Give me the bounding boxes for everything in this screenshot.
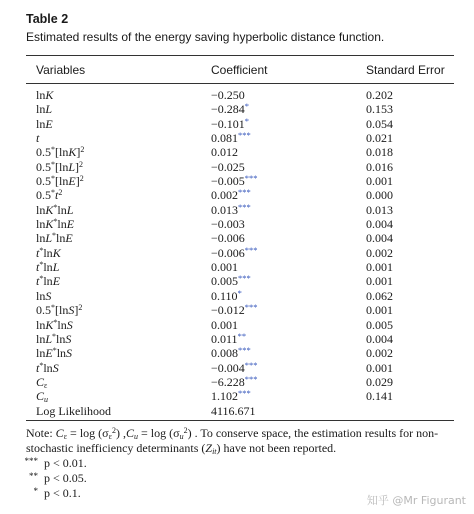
coefficient-value: −0.012 <box>211 303 245 318</box>
cell-variable: $0.5^*[\ln L]^2$ <box>36 159 84 174</box>
cell-standard-error: 0.002 <box>366 346 393 361</box>
table-row <box>18 404 456 418</box>
cell-variable: lnK <box>36 88 54 102</box>
cell-coefficient <box>211 260 238 274</box>
coefficient-value: −0.005 <box>211 174 245 189</box>
significance-stars: *** <box>238 388 251 399</box>
table-row <box>18 231 456 245</box>
header-rule <box>26 83 454 84</box>
table-row <box>18 102 456 116</box>
cell-variable: lnK*lnL <box>36 202 74 217</box>
top-rule <box>26 55 454 56</box>
table-row <box>18 389 456 403</box>
cell-variable: $C_\varepsilon$ <box>36 374 48 390</box>
coefficient-value: 0.002 <box>211 188 238 203</box>
coefficient-value: 0.008 <box>211 346 238 361</box>
cell-coefficient <box>211 131 251 145</box>
cell-coefficient <box>211 404 256 418</box>
cell-coefficient <box>211 188 251 202</box>
cell-standard-error: 0.002 <box>366 245 393 260</box>
table-frame <box>18 8 456 504</box>
cell-standard-error: 0.021 <box>366 131 393 146</box>
footnote-mark: * <box>33 486 38 496</box>
cell-variable: lnE*lnS <box>36 346 73 361</box>
cell-variable: t*lnE <box>36 274 61 289</box>
footnote-text: p < 0.05. <box>44 471 87 485</box>
cell-variable: lnK*lnE <box>36 217 75 232</box>
significance-stars: *** <box>238 273 251 284</box>
cell-coefficient <box>211 375 258 389</box>
coefficient-value: −0.006 <box>211 231 245 246</box>
cell-standard-error: 0.029 <box>366 374 393 389</box>
cell-coefficient <box>211 203 251 217</box>
significance-stars: *** <box>244 244 258 255</box>
cell-standard-error: 0.004 <box>366 231 393 246</box>
table-row <box>18 217 456 231</box>
coefficient-value: 0.081 <box>211 131 238 146</box>
cell-coefficient <box>211 332 246 346</box>
header-standard-error: Standard Error <box>366 63 445 77</box>
cell-standard-error: 0.013 <box>366 202 393 217</box>
bottom-rule <box>26 420 454 421</box>
coefficient-value: 0.001 <box>211 260 238 275</box>
table-title: Table 2 <box>26 12 69 26</box>
coefficient-value: −6.228 <box>211 374 245 389</box>
cell-variable: t*lnL <box>36 260 60 275</box>
cell-standard-error: 0.000 <box>366 188 393 203</box>
table-row <box>18 117 456 131</box>
table-row <box>18 203 456 217</box>
coefficient-value: −0.284 <box>211 102 245 117</box>
footnote-2 <box>18 471 87 486</box>
cell-coefficient <box>211 303 258 317</box>
cell-variable: lnL*lnE <box>36 231 73 246</box>
cell-standard-error: 0.001 <box>366 274 393 289</box>
cell-variable: Log Likelihood <box>36 403 111 418</box>
cell-coefficient <box>211 231 245 245</box>
cell-variable: t*lnS <box>36 360 59 375</box>
cell-variable: lnS <box>36 288 52 303</box>
cell-coefficient <box>211 102 249 116</box>
header-coefficient: Coefficient <box>211 63 268 77</box>
cell-coefficient <box>211 145 238 159</box>
coefficient-value: 0.013 <box>211 202 238 217</box>
coefficient-value: 1.102 <box>211 389 238 404</box>
coefficient-value: −0.004 <box>211 360 245 375</box>
table-body <box>18 88 456 418</box>
cell-coefficient <box>211 361 258 375</box>
cell-variable: lnL <box>36 102 53 117</box>
header-variables: Variables <box>36 63 86 77</box>
cell-standard-error: 0.202 <box>366 88 393 102</box>
cell-standard-error: 0.062 <box>366 288 393 303</box>
cell-coefficient <box>211 274 251 288</box>
cell-coefficient <box>211 318 238 332</box>
cell-coefficient <box>211 246 258 260</box>
watermark: 知乎 @Mr Figurant <box>366 494 466 507</box>
table-row <box>18 318 456 332</box>
significance-stars: *** <box>244 373 258 384</box>
coefficient-value: −0.250 <box>211 88 245 102</box>
cell-coefficient <box>211 289 242 303</box>
cell-standard-error: 0.001 <box>366 260 393 275</box>
coefficient-value: −0.101 <box>211 116 245 131</box>
table-row <box>18 145 456 159</box>
significance-stars: *** <box>238 130 251 141</box>
table-row <box>18 246 456 260</box>
significance-stars: *** <box>238 187 251 198</box>
cell-coefficient <box>211 174 258 188</box>
coefficient-value: 0.110 <box>211 288 238 303</box>
cell-standard-error: 0.001 <box>366 303 393 318</box>
cell-variable: $0.5^*[\ln E]^2$ <box>36 174 84 189</box>
coefficient-value: −0.003 <box>211 217 245 232</box>
significance-stars: ** <box>237 330 247 341</box>
table-row <box>18 88 456 102</box>
cell-variable: $0.5^*t^2$ <box>36 188 63 203</box>
cell-variable: $0.5^*[\ln K]^2$ <box>36 145 85 160</box>
cell-standard-error: 0.001 <box>366 360 393 375</box>
cell-coefficient <box>211 88 245 102</box>
coefficient-value: −0.025 <box>211 159 245 174</box>
significance-stars: *** <box>244 359 258 370</box>
footnote-3 <box>18 486 81 501</box>
table-row <box>18 303 456 317</box>
significance-stars: *** <box>244 173 258 184</box>
cell-coefficient <box>211 160 245 174</box>
table-row <box>18 260 456 274</box>
table-row <box>18 131 456 145</box>
table-row <box>18 375 456 389</box>
table-row <box>18 361 456 375</box>
cell-variable: lnL*lnS <box>36 331 72 346</box>
footnote-1 <box>18 456 87 471</box>
cell-standard-error: 0.016 <box>366 159 393 174</box>
cell-standard-error: 0.005 <box>366 317 393 332</box>
significance-stars: *** <box>244 302 258 313</box>
cell-standard-error: 0.141 <box>366 389 393 404</box>
table-row <box>18 289 456 303</box>
significance-stars: *** <box>238 201 251 212</box>
table-caption: Estimated results of the energy saving hyperbolic distance function. <box>26 30 385 44</box>
cell-standard-error: 0.054 <box>366 116 393 131</box>
significance-stars: * <box>244 101 250 112</box>
cell-variable: lnE <box>36 116 53 131</box>
cell-variable: t*lnK <box>36 245 61 260</box>
cell-standard-error: 0.004 <box>366 331 393 346</box>
footnote-text: p < 0.01. <box>44 456 87 470</box>
coefficient-value: 0.001 <box>211 317 238 332</box>
cell-standard-error: 0.153 <box>366 102 393 117</box>
significance-stars: * <box>237 287 242 298</box>
coefficient-value: 4116.671 <box>211 403 256 418</box>
footnote-text: p < 0.1. <box>44 486 81 500</box>
significance-stars: *** <box>238 345 251 356</box>
table-row <box>18 188 456 202</box>
coefficient-value: 0.012 <box>211 145 238 160</box>
table-row <box>18 174 456 188</box>
table-row <box>18 332 456 346</box>
cell-standard-error: 0.004 <box>366 217 393 232</box>
cell-variable: $C_u$ <box>36 389 49 405</box>
table-row <box>18 274 456 288</box>
cell-coefficient <box>211 117 249 131</box>
cell-coefficient <box>211 346 251 360</box>
table-row <box>18 346 456 360</box>
coefficient-value: −0.006 <box>211 245 245 260</box>
significance-stars: * <box>244 115 250 126</box>
cell-standard-error: 0.001 <box>366 174 393 189</box>
cell-coefficient <box>211 217 245 231</box>
coefficient-value: 0.011 <box>211 331 238 346</box>
cell-standard-error: 0.018 <box>366 145 393 160</box>
cell-variable: $0.5^*[\ln S]^2$ <box>36 303 83 318</box>
table-note <box>26 426 456 456</box>
footnote-mark: ** <box>29 471 38 481</box>
footnote-mark: *** <box>24 456 38 466</box>
note-text: Note: $C_\varepsilon = \log (\sigma_\varepsilon^2) ,C_u = \log (\sigma_u^2)$ . To conserve space, the estimation results for non-stochastic inefficiency determinants $(Z_{it})$ have not been reported. <box>26 426 439 456</box>
cell-variable: t <box>36 131 40 146</box>
coefficient-value: 0.005 <box>211 274 238 289</box>
cell-coefficient <box>211 389 251 403</box>
table-row <box>18 160 456 174</box>
cell-variable: lnK*lnS <box>36 317 73 332</box>
